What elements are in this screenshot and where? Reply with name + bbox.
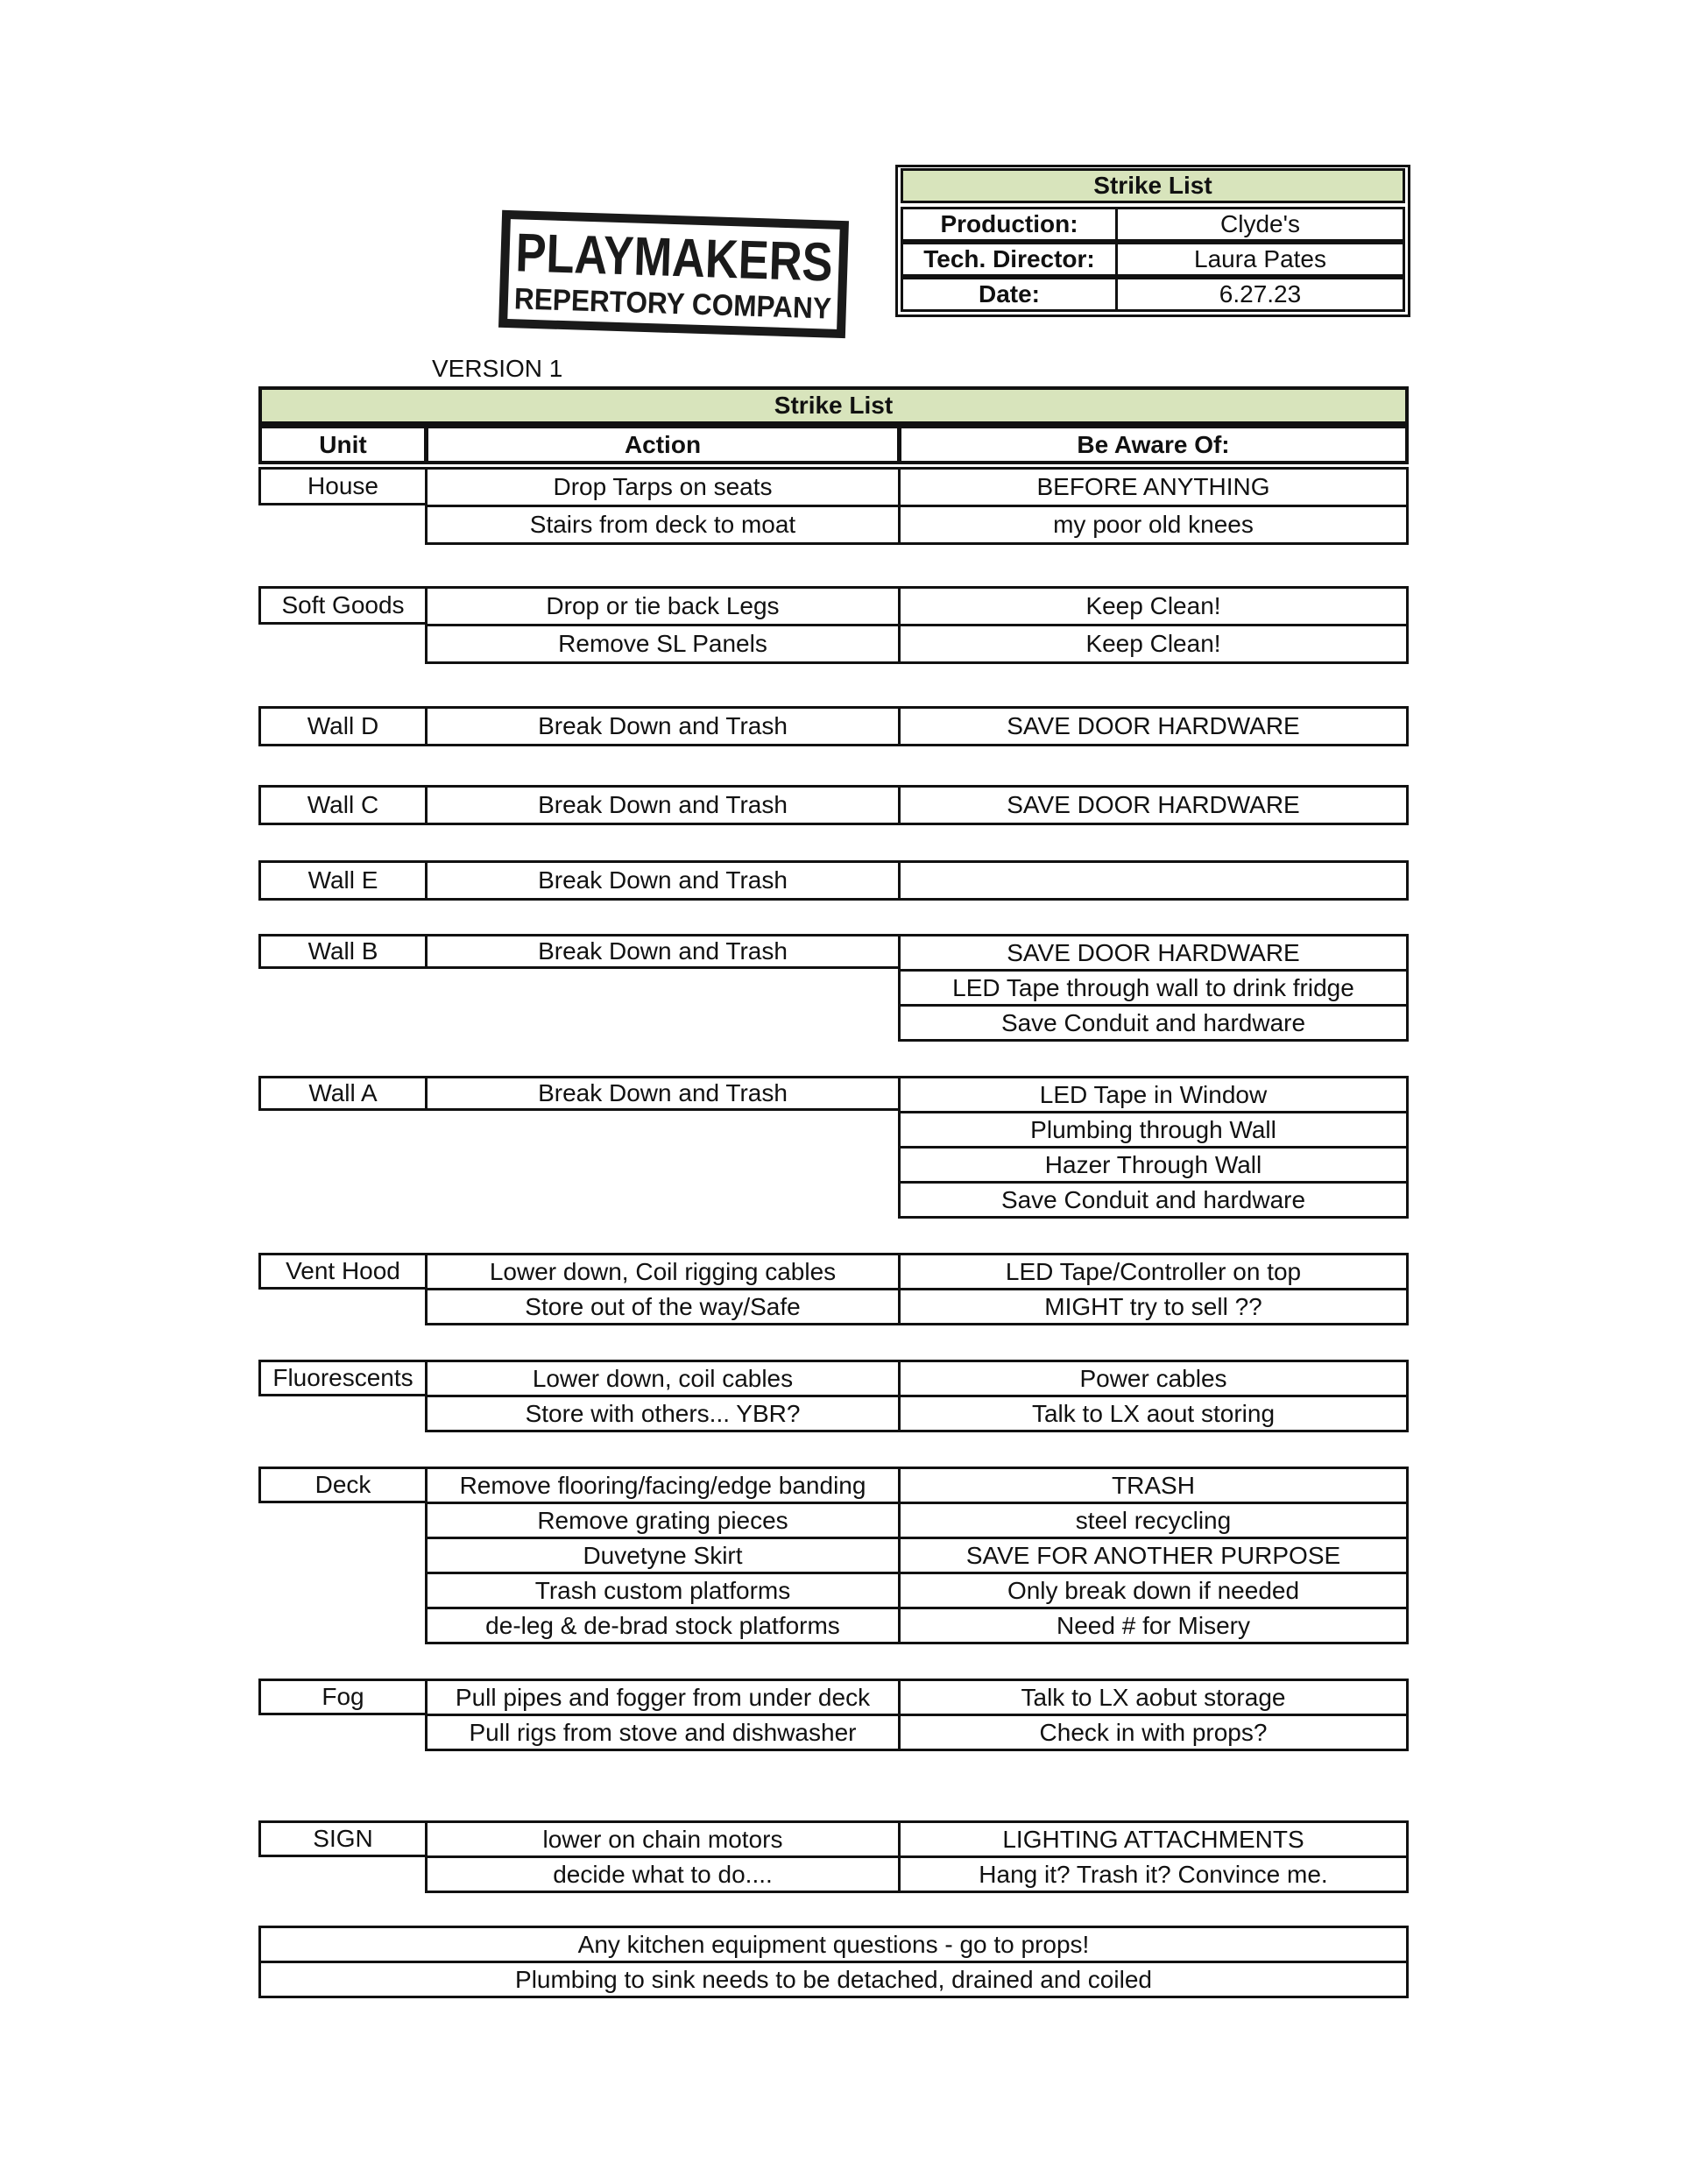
aware-cell: LED Tape through wall to drink fridge bbox=[898, 969, 1409, 1007]
note-kitchen-equipment: Any kitchen equipment questions - go to props! bbox=[258, 1926, 1409, 1963]
unit-deck: Deck bbox=[258, 1467, 428, 1503]
aware-cell: Plumbing through Wall bbox=[898, 1111, 1409, 1149]
header-unit: Unit bbox=[258, 425, 428, 464]
action-cell: Break Down and Trash bbox=[425, 785, 901, 825]
aware-cell: Check in with props? bbox=[898, 1714, 1409, 1751]
aware-cell: Hang it? Trash it? Convince me. bbox=[898, 1855, 1409, 1893]
logo-line2: REPERTORY COMPANY bbox=[513, 282, 857, 327]
aware-cell: LIGHTING ATTACHMENTS bbox=[898, 1820, 1409, 1858]
unit-wall-a: Wall A bbox=[258, 1076, 428, 1111]
unit-wall-c: Wall C bbox=[258, 785, 428, 825]
production-label: Production: bbox=[901, 207, 1118, 242]
aware-cell: Keep Clean! bbox=[898, 624, 1409, 664]
action-cell: lower on chain motors bbox=[425, 1820, 901, 1858]
unit-wall-d: Wall D bbox=[258, 706, 428, 746]
action-cell: Lower down, coil cables bbox=[425, 1360, 901, 1397]
action-cell: Duvetyne Skirt bbox=[425, 1537, 901, 1574]
aware-cell: SAVE DOOR HARDWARE bbox=[898, 706, 1409, 746]
unit-vent-hood: Vent Hood bbox=[258, 1253, 428, 1290]
action-cell: Drop Tarps on seats bbox=[425, 467, 901, 507]
action-cell: Break Down and Trash bbox=[425, 706, 901, 746]
header-action: Action bbox=[425, 425, 901, 464]
aware-cell: Save Conduit and hardware bbox=[898, 1181, 1409, 1219]
action-cell: Break Down and Trash bbox=[425, 1076, 901, 1111]
strike-list-title: Strike List bbox=[258, 386, 1409, 425]
action-cell: Pull rigs from stove and dishwasher bbox=[425, 1714, 901, 1751]
unit-house: House bbox=[258, 467, 428, 505]
header-be-aware: Be Aware Of: bbox=[898, 425, 1409, 464]
production-value: Clyde's bbox=[1115, 207, 1405, 242]
action-cell: Remove grating pieces bbox=[425, 1502, 901, 1539]
aware-cell: SAVE DOOR HARDWARE bbox=[898, 785, 1409, 825]
aware-cell: LED Tape in Window bbox=[898, 1076, 1409, 1113]
aware-cell: Talk to LX aobut storage bbox=[898, 1679, 1409, 1716]
aware-cell: Talk to LX aout storing bbox=[898, 1395, 1409, 1432]
aware-cell: MIGHT try to sell ?? bbox=[898, 1288, 1409, 1325]
aware-cell: Save Conduit and hardware bbox=[898, 1004, 1409, 1042]
aware-cell: TRASH bbox=[898, 1467, 1409, 1504]
action-cell: Pull pipes and fogger from under deck bbox=[425, 1679, 901, 1716]
aware-cell: Only break down if needed bbox=[898, 1572, 1409, 1609]
aware-cell: Hazer Through Wall bbox=[898, 1146, 1409, 1184]
aware-cell: Keep Clean! bbox=[898, 586, 1409, 626]
version-label: VERSION 1 bbox=[432, 355, 563, 382]
action-cell: decide what to do.... bbox=[425, 1855, 901, 1893]
unit-soft-goods: Soft Goods bbox=[258, 586, 428, 625]
action-cell: Break Down and Trash bbox=[425, 934, 901, 969]
note-sink-plumbing: Plumbing to sink needs to be detached, drained and coiled bbox=[258, 1961, 1409, 1998]
action-cell: Remove flooring/facing/edge banding bbox=[425, 1467, 901, 1504]
date-value: 6.27.23 bbox=[1115, 277, 1405, 312]
aware-cell: LED Tape/Controller on top bbox=[898, 1253, 1409, 1290]
unit-fluorescents: Fluorescents bbox=[258, 1360, 428, 1396]
action-cell: de-leg & de-brad stock platforms bbox=[425, 1607, 901, 1644]
action-cell: Drop or tie back Legs bbox=[425, 586, 901, 626]
tech-director-label: Tech. Director: bbox=[901, 242, 1118, 277]
action-cell: Stairs from deck to moat bbox=[425, 505, 901, 545]
action-cell: Store with others... YBR? bbox=[425, 1395, 901, 1432]
action-cell: Store out of the way/Safe bbox=[425, 1288, 901, 1325]
logo-line1: PLAYMAKERS bbox=[514, 223, 892, 295]
aware-cell: my poor old knees bbox=[898, 505, 1409, 545]
aware-cell: Power cables bbox=[898, 1360, 1409, 1397]
info-title: Strike List bbox=[901, 168, 1405, 203]
aware-cell: steel recycling bbox=[898, 1502, 1409, 1539]
action-cell: Lower down, Coil rigging cables bbox=[425, 1253, 901, 1290]
unit-wall-e: Wall E bbox=[258, 860, 428, 901]
playmakers-logo bbox=[499, 213, 892, 336]
aware-cell: BEFORE ANYTHING bbox=[898, 467, 1409, 507]
unit-sign: SIGN bbox=[258, 1820, 428, 1857]
action-cell: Trash custom platforms bbox=[425, 1572, 901, 1609]
action-cell: Break Down and Trash bbox=[425, 860, 901, 901]
tech-director-value: Laura Pates bbox=[1115, 242, 1405, 277]
aware-cell bbox=[898, 860, 1409, 901]
date-label: Date: bbox=[901, 277, 1118, 312]
unit-wall-b: Wall B bbox=[258, 934, 428, 969]
aware-cell: SAVE FOR ANOTHER PURPOSE bbox=[898, 1537, 1409, 1574]
aware-cell: SAVE DOOR HARDWARE bbox=[898, 934, 1409, 972]
action-cell: Remove SL Panels bbox=[425, 624, 901, 664]
aware-cell: Need # for Misery bbox=[898, 1607, 1409, 1644]
unit-fog: Fog bbox=[258, 1679, 428, 1715]
